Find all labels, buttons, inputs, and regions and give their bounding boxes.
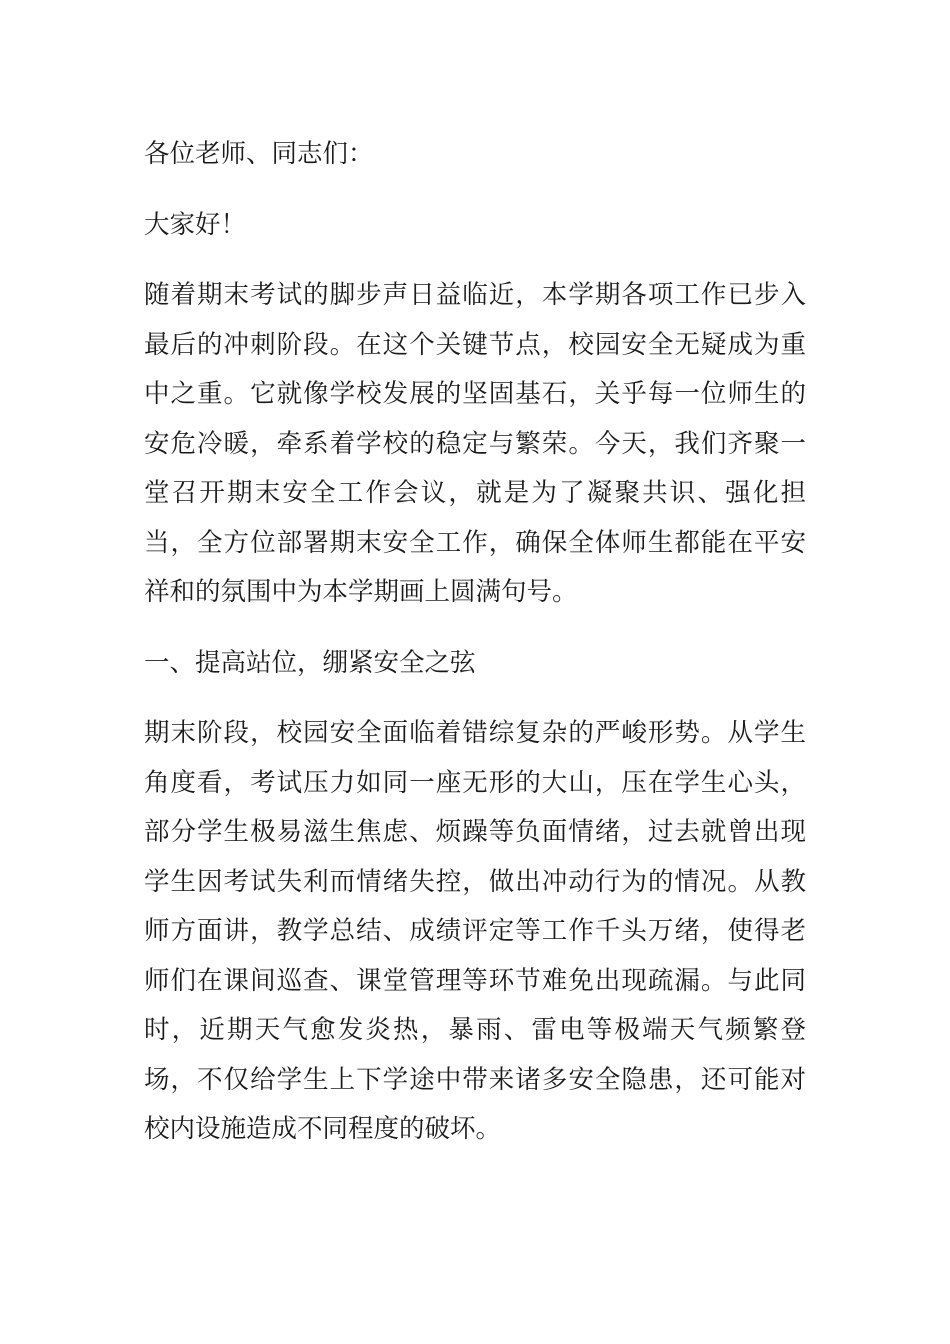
salutation: 各位老师、同志们：: [144, 139, 374, 169]
intro-paragraph: 随着期末考试的脚步声日益临近，本学期各项工作已步入最后的冲刺阶段。在这个关键节点，校园安全无疑成为重中之重。它就像学校发展的坚固基石，关乎每一位师生的安危冷暖，牵系着学校的稳定与繁荣。今天，我们齐聚一堂召开期末安全工作会议，就是为了凝聚共识、强化担当，全方位部署期末安全工作，确保全体师生都能在平安祥和的氛围中为本学期画上圆满句号。: [144, 280, 806, 607]
greeting: 大家好！: [144, 209, 247, 240]
section-1-heading: 一、提高站位，绷紧安全之弦: [144, 647, 476, 678]
document-body: [144, 130, 806, 1176]
section-1-paragraph: 期末阶段，校园安全面临着错综复杂的严峻形势。从学生角度看，考试压力如同一座无形的大山，压在学生心头，部分学生极易滋生焦虑、烦躁等负面情绪，过去就曾出现学生因考试失利而情绪失控，做出冲动行为的情况。从教师方面讲，教学总结、成绩评定等工作千头万绪，使得老师们在课间巡查、课堂管理等环节难免出现疏漏。与此同时，近期天气愈发炎热，暴雨、雷电等极端天气频繁登场，不仅给学生上下学途中带来诸多安全隐患，还可能对校内设施造成不同程度的破坏。: [144, 718, 806, 1144]
